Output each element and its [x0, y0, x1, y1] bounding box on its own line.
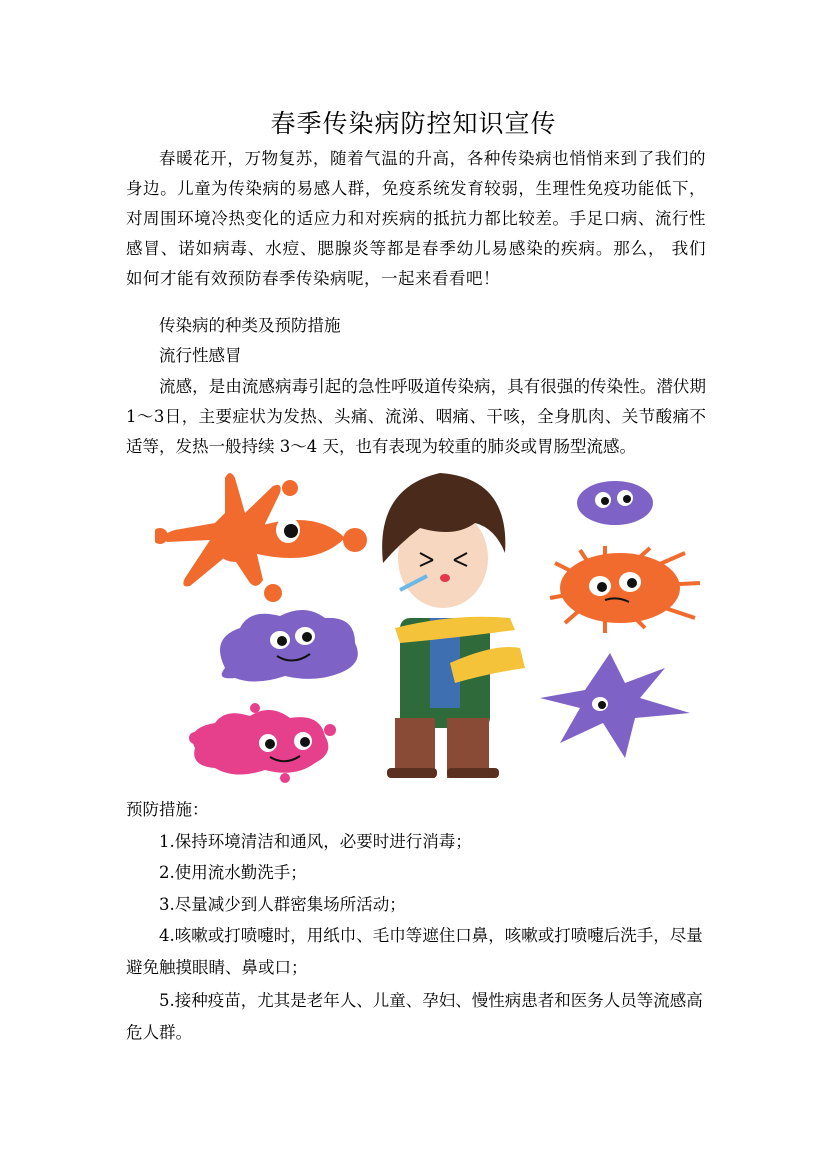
measures-heading: 预防措施：: [126, 800, 209, 819]
orange-spiky-germ-icon: [550, 546, 700, 633]
sick-boy-icon: [382, 473, 525, 778]
intro-paragraph: 春暖花开，万物复苏，随着气温的升高，各种传染病也悄悄来到了我们的身边。儿童为传染病的易感人群，免疫系统发育较弱，生理性免疫功能低下，对周围环境冷热变化的适应力和对疾病的抵抗力都比较差。手足口病、流行性感冒、诺如病毒、水痘、腮腺炎等都是春季幼儿易感染的疾病。那么， 我们如何才能有效预防春季传染病呢，一起来看看吧！: [126, 149, 706, 288]
illustration: [155, 468, 705, 786]
page-title: 春季传染病防控知识宣传: [270, 109, 557, 138]
disease-heading: 流行性感冒: [159, 346, 242, 365]
disease-description: 流感，是由流感病毒引起的急性呼吸道传染病，具有很强的传染性。潜伏期1～3日，主要症状为发热、头痛、流涕、咽痛、干咳，全身肌肉、关节酸痛不适等，发热一般持续 3～4 天，也有表现为较重的肺炎或胃肠型流感。: [126, 377, 706, 456]
measure-item: 3.尽量减少到人群密集场所活动；: [159, 894, 406, 914]
measure-item: 4.咳嗽或打喷嚏时，用纸巾、毛巾等遮住口鼻，咳嗽或打喷嚏后洗手，尽量避免触摸眼睛、鼻或口；: [126, 926, 703, 977]
purple-cloud-germ-icon: [220, 610, 358, 682]
orange-germ-icon: [155, 473, 367, 602]
purple-star-germ-icon: [540, 653, 690, 758]
section-heading: 传染病的种类及预防措施: [159, 316, 341, 335]
measure-item: 5.接种疫苗，尤其是老年人、儿童、孕妇、慢性病患者和医务人员等流感高危人群。: [126, 991, 703, 1042]
pink-germ-icon: [189, 703, 336, 783]
small-purple-germ-icon: [577, 481, 653, 525]
measure-item: 1.保持环境清洁和通风，必要时进行消毒；: [159, 831, 472, 851]
measure-item: 2.使用流水勤洗手；: [159, 863, 307, 882]
prevention-measures: [126, 794, 706, 1048]
